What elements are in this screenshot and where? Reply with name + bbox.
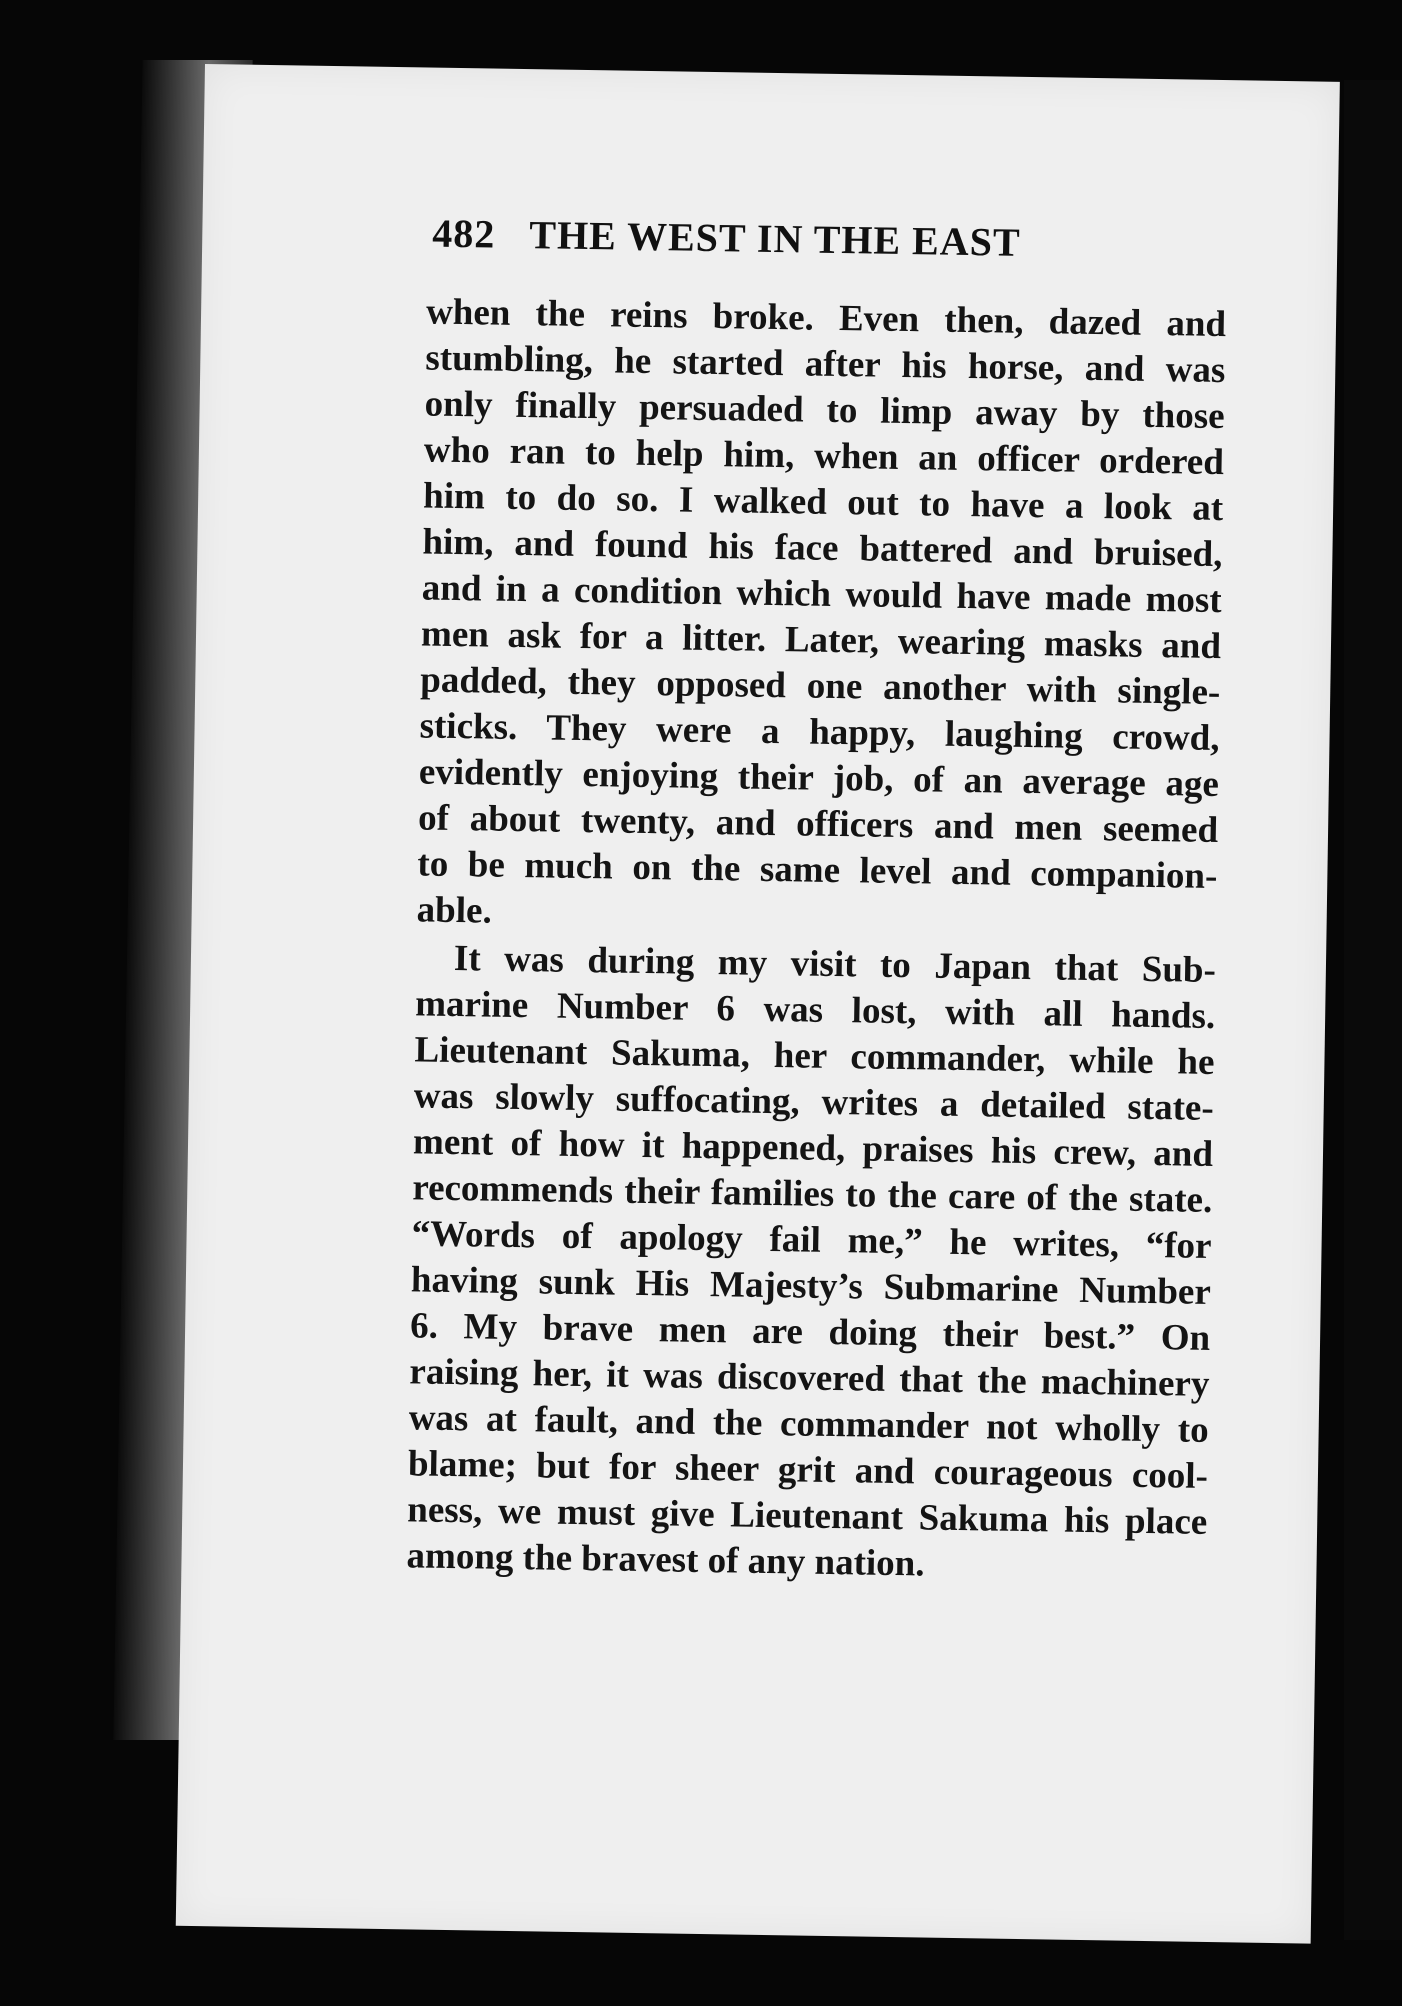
text-line: 6. My brave men are doing their best.” On [409,1305,1211,1359]
text-line: sticks. They were a happy, laughing crowd, [419,705,1220,760]
text-line: It was during my visit to Japan that Sub- [453,938,1217,991]
text-line: able. [416,889,493,932]
text-line: padded, they opposed one another with single- [420,659,1221,714]
paragraph-2 [406,935,1216,1591]
text-line: who ran to help him, when an officer ordered [423,429,1225,484]
page-number: 482 [432,210,496,257]
text-line: when the reins broke. Even then, dazed and [425,291,1227,346]
text-line: was at fault, and the commander not wholly to [408,1397,1209,1451]
text-line: having sunk His Majesty’s Submarine Number [410,1259,1212,1313]
text-line: only finally persuaded to limp away by those [424,383,1225,438]
running-head [432,210,1153,268]
right-margin-shadow [1344,80,1402,1940]
running-title: THE WEST IN THE EAST [529,212,1021,265]
text-line: marine Number 6 was lost, with all hands. [414,983,1216,1037]
text-line: Lieutenant Sakuma, her commander, while he [414,1029,1215,1083]
text-line: him, and found his face battered and bruised, [422,521,1223,576]
text-line: to be much on the same level and companion- [417,843,1218,897]
text-line: ment of how it happened, praises his crew, and [412,1121,1214,1175]
text-line: raising her, it was discovered that the machinery [409,1351,1210,1405]
text-line: “Words of apology fail me,” he writes, “for [411,1213,1212,1267]
text-line: ness, we must give Lieutenant Sakuma his place [406,1489,1208,1543]
text-line: and in a condition which would have made most [421,567,1223,622]
text-line: evidently enjoying their job, of an average age [418,751,1220,806]
text-line: blame; but for sheer grit and courageous cool- [407,1443,1209,1497]
text-line: him to do so. I walked out to have a look at [422,475,1224,530]
paragraph-1 [416,290,1226,946]
body-text [406,290,1226,1592]
book-page [176,64,1340,1944]
text-line: stumbling, he started after his horse, and was [425,337,1226,392]
text-line: men ask for a litter. Later, wearing masks and [420,613,1222,668]
text-line: among the bravest of any nation. [406,1535,925,1585]
text-line: was slowly suffocating, writes a detailed state- [413,1075,1215,1129]
text-line: of about twenty, and officers and men seemed [417,797,1219,852]
text-line: recommends their families to the care of the state. [412,1167,1213,1221]
